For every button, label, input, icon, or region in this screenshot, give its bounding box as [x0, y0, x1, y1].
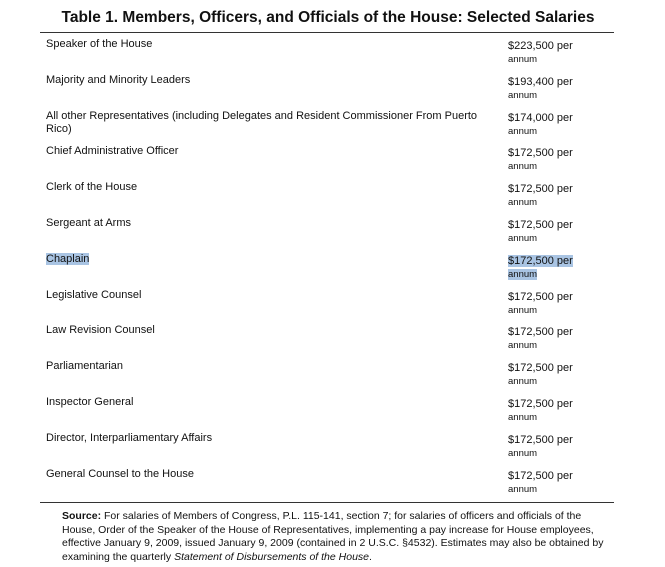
position-cell: Clerk of the House	[46, 181, 138, 194]
table-row	[40, 430, 614, 466]
salary-amount: $172,500 per	[508, 147, 573, 160]
source-text: For salaries of Members of Congress, P.L. 115-141, section 7; for salaries of officers and officials of the House, Order of the Speaker of the House of Representatives, implementing a pay increase for House employees, effective January 9, 2009, issued January 9, 2009 (contained in 2 U.S.C. §4532). Estimates may also be obtained by examining the quarterly	[62, 510, 604, 563]
salary-cell	[508, 433, 588, 460]
salary-unit: annum	[508, 89, 538, 101]
salary-cell	[508, 111, 588, 138]
selected-unit[interactable]: annum	[508, 268, 538, 280]
salary-cell	[508, 469, 588, 496]
table-row-selected	[40, 251, 614, 287]
salary-amount-selected[interactable]: $172,500 per	[508, 254, 573, 267]
position-cell: Speaker of the House	[46, 38, 153, 50]
table-bottom-rule	[40, 502, 614, 503]
salary-amount: $172,500 per	[508, 183, 573, 196]
salary-unit: annum	[508, 197, 538, 209]
salary-amount: $193,400 per	[508, 75, 573, 88]
salary-cell	[508, 146, 588, 173]
salary-amount: $172,500 per	[508, 362, 573, 375]
salary-table	[40, 36, 614, 501]
table-top-rule	[40, 32, 614, 33]
publication-title: Statement of Disbursements of the House	[174, 550, 369, 563]
position-cell: Director, Interparliamentary Affairs	[46, 431, 213, 444]
table-row	[40, 394, 614, 430]
table-row	[40, 466, 614, 502]
salary-cell	[508, 325, 588, 352]
salary-unit: annum	[508, 483, 538, 495]
salary-unit	[508, 268, 588, 281]
salary-unit: annum	[508, 447, 538, 459]
position-cell: General Counsel to the House	[46, 467, 194, 480]
salary-amount: $172,500 per	[508, 433, 573, 446]
table-title: Table 1. Members, Officers, and Officials of the House: Selected Salaries	[61, 9, 595, 26]
salary-cell[interactable]	[508, 254, 588, 281]
salary-cell	[508, 397, 588, 424]
position-cell: Law Revision Counsel	[46, 324, 155, 337]
table-row	[40, 108, 614, 144]
table-row	[40, 287, 614, 323]
table-row	[40, 36, 614, 72]
salary-amount: $223,500 per	[508, 40, 573, 52]
source-text-end: .	[369, 550, 372, 563]
table-row	[40, 322, 614, 358]
position-cell: Majority and Minority Leaders	[46, 73, 191, 86]
selected-text[interactable]: Chaplain	[46, 252, 90, 265]
salary-unit: annum	[508, 125, 538, 137]
position-cell: Parliamentarian	[46, 360, 124, 373]
position-cell: Inspector General	[46, 395, 134, 408]
salary-unit: annum	[508, 340, 538, 352]
salary-unit: annum	[508, 376, 538, 388]
table-row	[40, 215, 614, 251]
salary-cell	[508, 182, 588, 209]
salary-amount: $172,500 per	[508, 397, 573, 410]
position-cell: Sergeant at Arms	[46, 216, 131, 229]
salary-cell	[508, 361, 588, 388]
table-row	[40, 72, 614, 108]
position-cell[interactable]	[46, 253, 486, 266]
salary-cell	[508, 218, 588, 245]
salary-amount: $174,000 per	[508, 111, 573, 124]
salary-unit: annum	[508, 304, 538, 316]
table-row	[40, 358, 614, 394]
position-cell: Chief Administrative Officer	[46, 145, 179, 158]
salary-cell	[508, 39, 588, 66]
salary-cell	[508, 75, 588, 102]
salary-unit: annum	[508, 161, 538, 173]
position-cell: All other Representatives (including Delegates and Resident Commissioner From Puerto Rico)	[46, 109, 478, 135]
source-note	[62, 510, 614, 564]
position-cell: Legislative Counsel	[46, 288, 142, 301]
salary-cell	[508, 290, 588, 317]
salary-amount: $172,500 per	[508, 326, 573, 339]
salary-amount: $172,500 per	[508, 469, 573, 482]
salary-unit: annum	[508, 411, 538, 423]
salary-unit: annum	[508, 232, 538, 244]
salary-amount: $172,500 per	[508, 290, 573, 303]
salary-amount: $172,500 per	[508, 218, 573, 231]
table-row	[40, 143, 614, 179]
source-label: Source:	[62, 510, 102, 522]
salary-unit: annum	[508, 54, 538, 65]
table-row	[40, 179, 614, 215]
